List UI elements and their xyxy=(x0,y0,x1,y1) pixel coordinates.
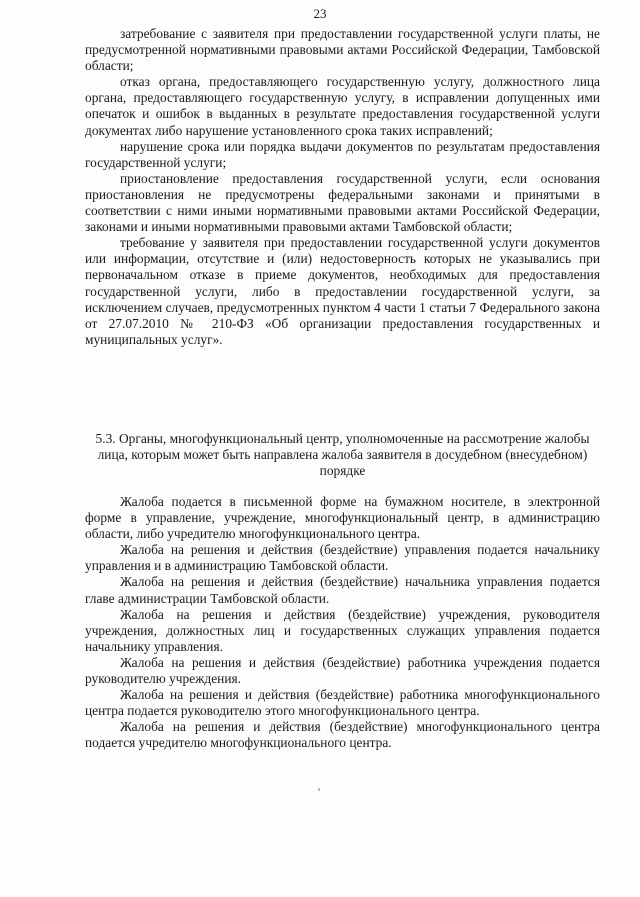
paragraph: Жалоба на решения и действия (бездействие) работника многофункционального центра подается руководителю этого многофункционального центра. xyxy=(85,687,600,719)
paragraph: Жалоба на решения и действия (бездействие) учреждения, руководителя учреждения, должностных лиц и государственных служащих управления подается начальнику управления. xyxy=(85,606,600,654)
paragraph: Жалоба на решения и действия (бездействие) начальника управления подается главе администрации Тамбовской области. xyxy=(85,574,600,606)
section-heading: 5.3. Органы, многофункциональный центр, уполномоченные на рассмотрение жалобы лица, которым может быть направлена жалоба заявителя в досудебном (внесудебном) порядке xyxy=(95,431,590,479)
paragraph: нарушение срока или порядка выдачи документов по результатам предоставления государственной услуги; xyxy=(85,138,600,170)
scan-artifact xyxy=(318,788,320,791)
complaint-grounds-list xyxy=(85,26,600,348)
paragraph: отказ органа, предоставляющего государственную услугу, должностного лица органа, предоставляющего государственную услугу, в исправлении допущенных ими опечаток и ошибок в выданных в результате предоставления государственной услуги документах либо нарушение установленного срока таких исправлений; xyxy=(85,74,600,138)
paragraph: Жалоба на решения и действия (бездействие) работника учреждения подается руководителю учреждения. xyxy=(85,654,600,687)
page-number: 23 xyxy=(313,6,327,21)
paragraph: Жалоба на решения и действия (бездействие) многофункционального центра подается учредителю многофункционального центра. xyxy=(85,719,600,751)
paragraph: Жалоба подается в письменной форме на бумажном носителе, в электронной форме в управление, учреждение, многофункциональный центр, в администрацию области, либо учредителю многофункционального центра. xyxy=(85,494,600,542)
paragraph: затребование с заявителя при предоставлении государственной услуги платы, не предусмотренной нормативными правовыми актами Российской Федерации, Тамбовской области; xyxy=(85,26,600,74)
paragraph: приостановление предоставления государственной услуги, если основания приостановления не предусмотрены федеральными законами и принятыми в соответствии с ними иными нормативными правовыми актами Российской Федерации, законами и иными нормативными правовыми актами Тамбовской области; xyxy=(85,170,600,235)
paragraph: Жалоба на решения и действия (бездействие) управления подается начальнику управления и в администрацию Тамбовской области. xyxy=(85,542,600,574)
paragraph: требование у заявителя при предоставлении государственной услуги документов или информации, отсутствие и (или) недостоверность которых не указывались при первоначальном отказе в приеме документов, необходимых для предоставления государственной услуги, либо в предоставлении государственной услуги, за исключением случаев, предусмотренных пунктом 4 части 1 статьи 7 Федерального закона от 27.07.2010 № 210-ФЗ «Об организации предоставления государственных и муниципальных услуг». xyxy=(85,235,600,347)
section-body xyxy=(85,494,600,752)
